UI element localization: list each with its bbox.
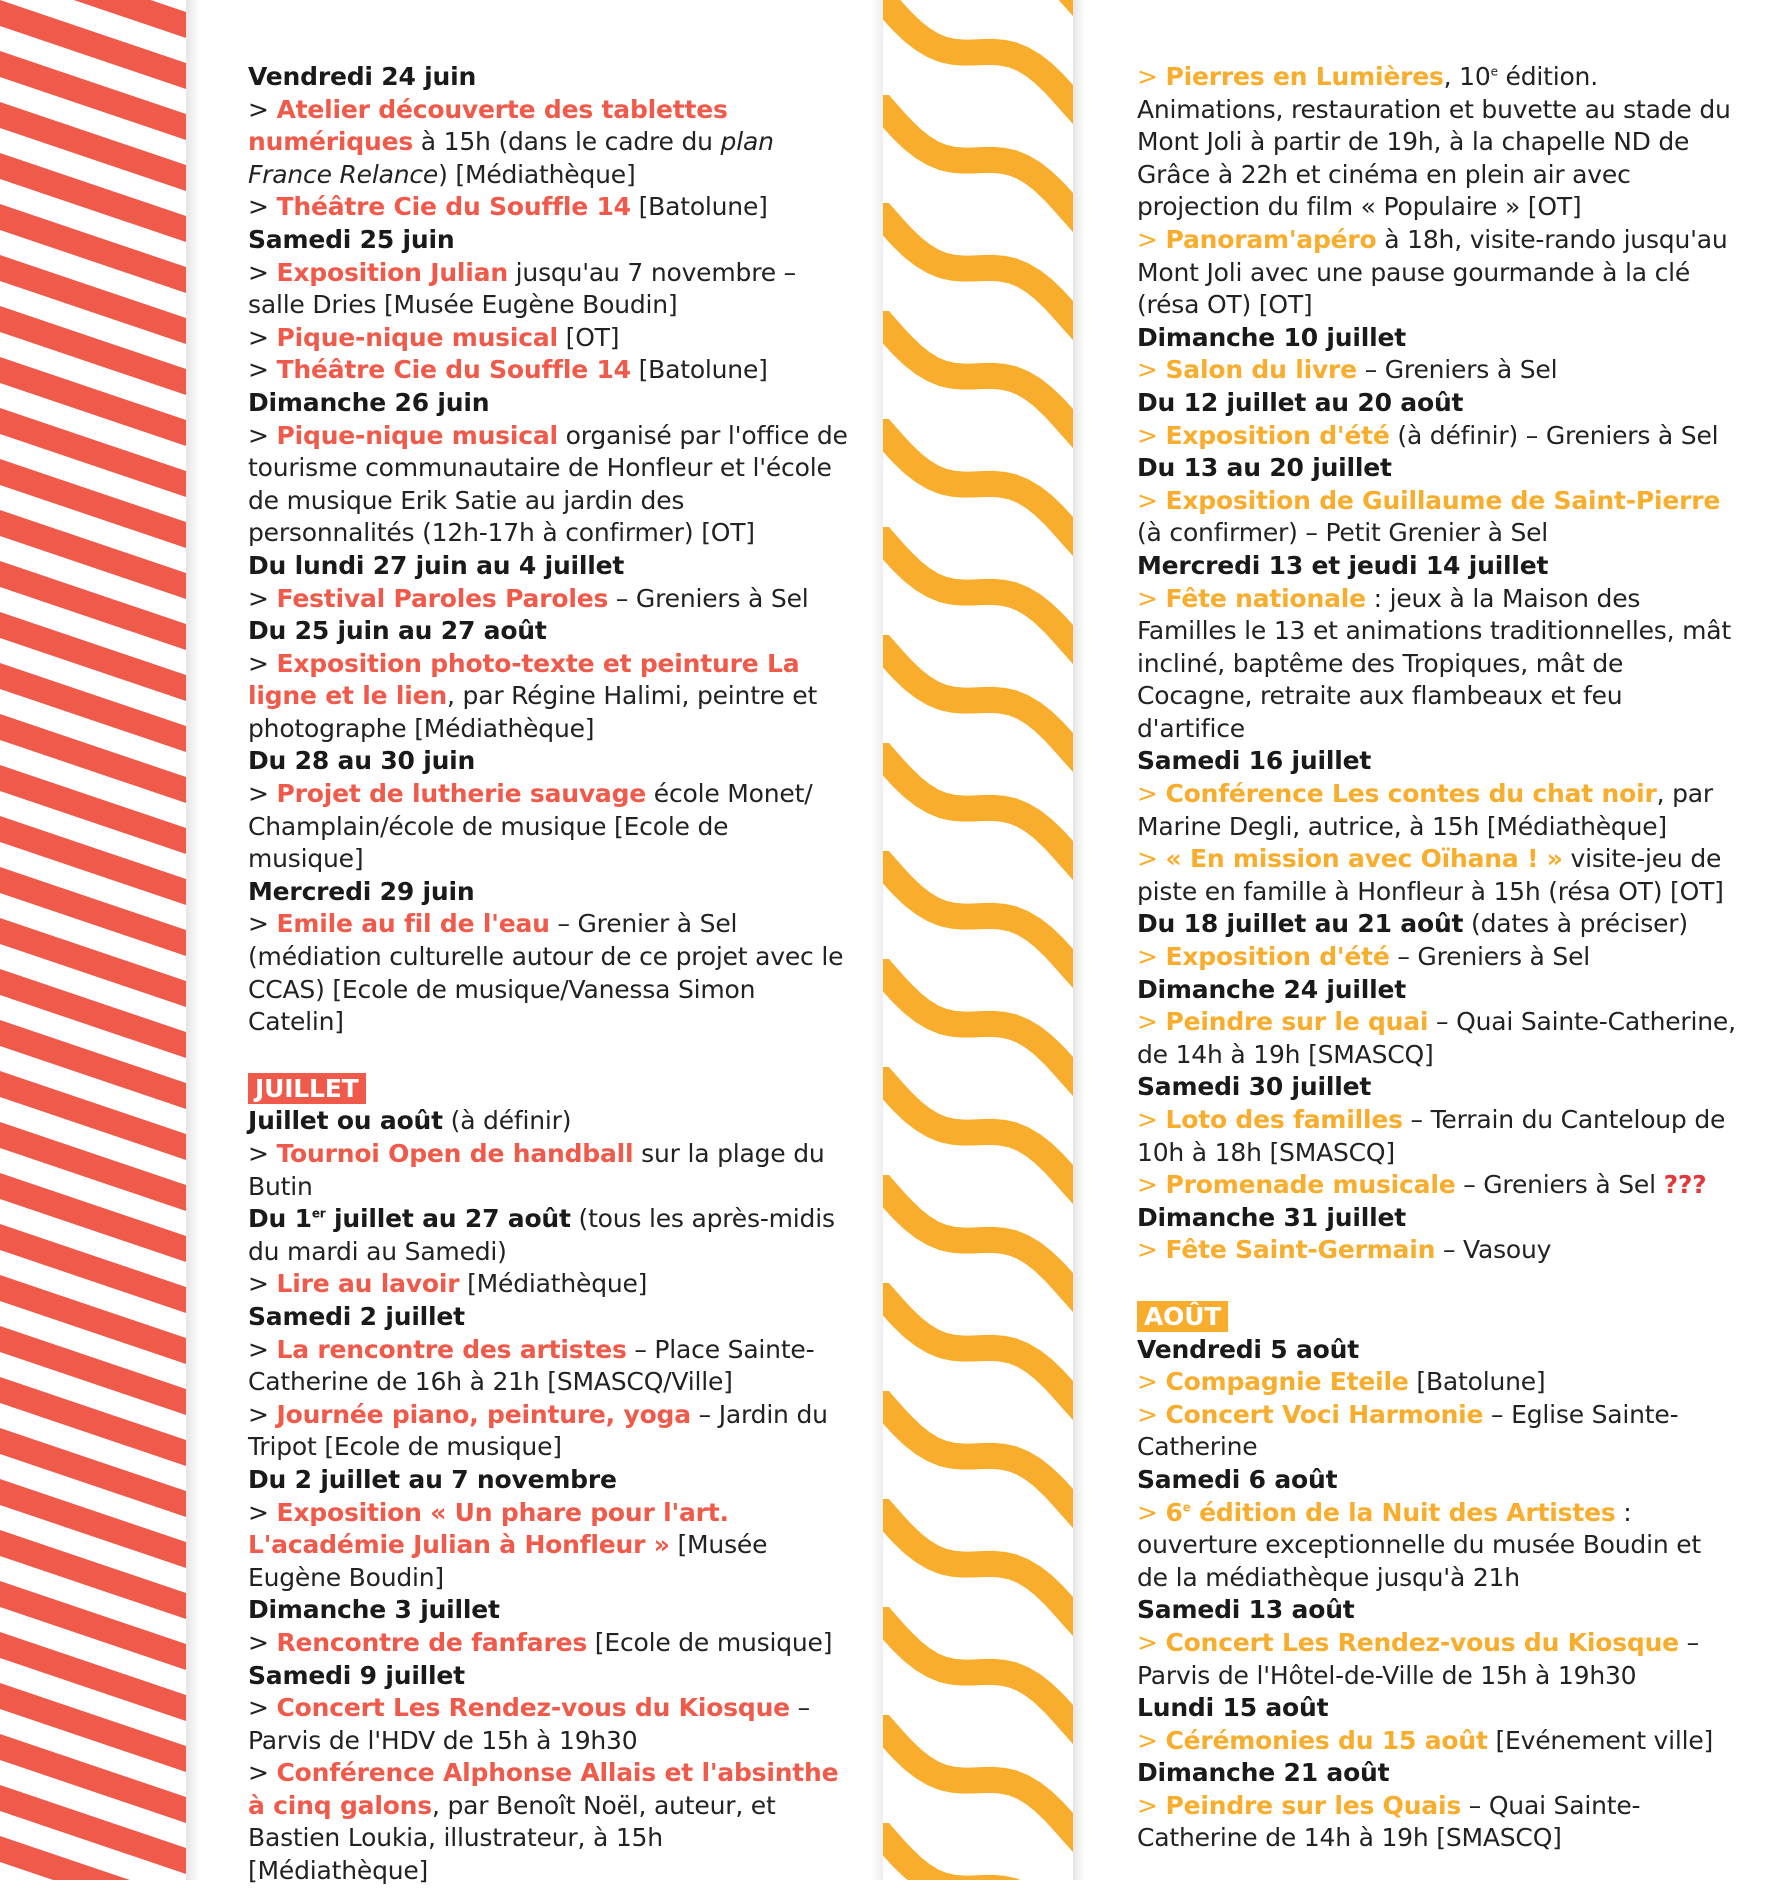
arrow-marker: > [1137, 1007, 1166, 1037]
event-title: Projet de lutherie sauvage [276, 779, 647, 809]
yellow-wave [883, 540, 1073, 656]
date-text-cont: juillet au 27 août [325, 1204, 571, 1234]
event-title: Emile au fil de l'eau [276, 909, 550, 939]
arrow-marker: > [1137, 779, 1166, 809]
event-title: Journée piano, peinture, yoga [276, 1399, 691, 1429]
date-heading [1137, 1692, 1737, 1725]
yellow-wave [883, 324, 1073, 440]
event-entry [1137, 941, 1737, 974]
arrow-marker: > [1137, 1725, 1166, 1755]
juillet-entries-right [1137, 61, 1737, 1267]
date-heading [1137, 1464, 1737, 1497]
event-details: : ouverture exceptionnelle du musée Boudin et de la médiathèque jusqu'à 21h [1137, 1497, 1701, 1592]
arrow-marker: > [1137, 1790, 1166, 1820]
date-text: Dimanche 10 juillet [1137, 322, 1406, 352]
event-entry [1137, 224, 1737, 322]
event-entry [1137, 843, 1737, 908]
arrow-marker: > [248, 192, 277, 222]
date-text: Juillet ou août [248, 1106, 443, 1136]
date-text: Dimanche 26 juin [248, 387, 490, 417]
arrow-marker: > [1137, 355, 1166, 385]
date-heading [248, 61, 848, 94]
date-text: Vendredi 5 août [1137, 1334, 1359, 1364]
event-title: Concert Les Rendez-vous du Kiosque [276, 1693, 790, 1723]
date-text: Dimanche 21 août [1137, 1758, 1390, 1788]
event-details: – Eglise Sainte-Catherine [1137, 1399, 1679, 1462]
date-text: Du lundi 27 juin au 4 juillet [248, 550, 625, 580]
date-text: Du 12 juillet au 20 août [1137, 387, 1464, 417]
arrow-marker: > [1137, 1367, 1166, 1397]
event-title: Concert Voci Harmonie [1165, 1399, 1484, 1429]
date-heading [248, 550, 848, 583]
yellow-wave [883, 432, 1073, 548]
arrow-marker: > [1137, 1170, 1166, 1200]
event-entry [248, 1334, 848, 1399]
event-entry [248, 1138, 848, 1203]
date-text: Samedi 6 août [1137, 1464, 1338, 1494]
event-details: à 15h (dans le cadre du [413, 127, 721, 157]
arrow-marker: > [248, 1269, 277, 1299]
date-heading [1137, 322, 1737, 355]
event-title: 6e édition de la Nuit des Artistes [1165, 1497, 1616, 1527]
event-details: – Greniers à Sel [1389, 942, 1591, 972]
event-entry [248, 1268, 848, 1301]
event-entry [1137, 583, 1737, 746]
date-note: (dates à préciser) [1463, 909, 1688, 939]
date-heading [248, 1464, 848, 1497]
date-heading [248, 224, 848, 257]
date-heading [1137, 745, 1737, 778]
event-entry [1137, 1366, 1737, 1399]
date-heading [1137, 1757, 1737, 1790]
event-title: Rencontre de fanfares [276, 1627, 588, 1657]
date-text: Mercredi 29 juin [248, 876, 475, 906]
month-label-aout: AOÛT [1137, 1301, 1228, 1332]
right-column-agenda [1137, 61, 1737, 1855]
event-title: Exposition « Un phare pour l'art. L'académie Julian à Honfleur » [248, 1497, 729, 1560]
arrow-marker: > [1137, 1399, 1166, 1429]
date-heading [1137, 550, 1737, 583]
event-details: , par Marine Degli, autrice, à 15h [Médiathèque] [1137, 779, 1713, 841]
month-header-aout [1137, 1267, 1737, 1334]
event-title: Tournoi Open de handball [276, 1139, 634, 1168]
date-text: Dimanche 31 juillet [1137, 1202, 1406, 1232]
yellow-wave [883, 1080, 1073, 1196]
arrow-marker: > [248, 909, 277, 939]
date-text: Lundi 15 août [1137, 1693, 1329, 1723]
date-heading [1137, 452, 1737, 485]
date-text: Du 28 au 30 juin [248, 746, 476, 776]
event-entry [248, 1497, 848, 1595]
event-entry [1137, 354, 1737, 387]
aout-entries [1137, 1334, 1737, 1856]
date-note: (tous les après-midis du mardi au Samedi) [248, 1204, 835, 1266]
yellow-wave [883, 972, 1073, 1088]
yellow-wave [883, 1728, 1073, 1844]
event-details: [Evénement ville] [1487, 1725, 1714, 1755]
event-entry [248, 648, 848, 746]
event-details-cont: édition. Animations, restauration et buvette au stade du Mont Joli à partir de 19h, à la chapelle ND de Grâce à 22h et cinéma en plein air avec projection du film « Populaire » [OT] [1137, 62, 1731, 222]
date-heading [248, 1203, 848, 1268]
event-entry [1137, 1399, 1737, 1464]
date-heading [248, 1660, 848, 1693]
event-title: Exposition Julian [276, 257, 508, 287]
yellow-wave [883, 0, 1073, 116]
event-details: – Quai Sainte-Catherine de 14h à 19h [SMASCQ] [1137, 1790, 1641, 1853]
event-details: sur la plage du Butin [248, 1139, 825, 1201]
event-title: « En mission avec Oïhana ! » [1165, 844, 1563, 874]
date-heading [1137, 974, 1737, 1007]
event-title-cont: édition de la Nuit des Artistes [1190, 1497, 1616, 1527]
event-details: à 18h, visite-rando jusqu'au Mont Joli avec une pause gourmande à la clé (résa OT) [OT] [1137, 224, 1728, 320]
yellow-wave [883, 108, 1073, 224]
date-heading [248, 1301, 848, 1334]
arrow-marker: > [248, 1334, 277, 1364]
event-entry [248, 1399, 848, 1464]
waves-shadow-left [871, 0, 883, 1880]
event-details-cont: ) [Médiathèque] [438, 159, 636, 189]
date-heading [248, 1105, 848, 1138]
event-details: – Vasouy [1435, 1235, 1552, 1265]
waves-shadow-right [1073, 0, 1085, 1880]
event-entry [248, 1627, 848, 1660]
yellow-wave [883, 0, 1073, 8]
event-entry [248, 191, 848, 224]
arrow-marker: > [248, 648, 277, 678]
event-entry [1137, 1627, 1737, 1692]
event-entry [1137, 420, 1737, 453]
event-title: Salon du livre [1165, 355, 1357, 385]
date-heading [1137, 1071, 1737, 1104]
event-title: Pique-nique musical [276, 420, 558, 450]
event-details: [Batolune] [1408, 1367, 1546, 1397]
event-title: Atelier découverte des tablettes numériques [248, 94, 728, 157]
arrow-marker: > [248, 1139, 277, 1168]
date-text: Dimanche 3 juillet [248, 1595, 500, 1625]
arrow-marker: > [1137, 420, 1166, 450]
event-entry [248, 583, 848, 616]
arrow-marker: > [248, 779, 277, 809]
arrow-marker: > [1137, 1105, 1166, 1134]
arrow-marker: > [1137, 942, 1166, 972]
yellow-wave [883, 1188, 1073, 1304]
date-text: Du 25 juin au 27 août [248, 616, 547, 646]
arrow-marker: > [248, 94, 277, 124]
event-entry [248, 257, 848, 322]
event-title: Cérémonies du 15 août [1165, 1725, 1488, 1755]
event-details: [Batolune] [630, 192, 768, 222]
arrow-marker: > [248, 583, 277, 613]
event-details: – Grenier à Sel (médiation culturelle autour de ce projet avec le CCAS) [Ecole de musique/Vanessa Simon Catelin] [248, 909, 844, 1037]
event-details: école Monet/ Champlain/école de musique [Ecole de musique] [248, 779, 813, 874]
date-heading [248, 615, 848, 648]
arrow-marker: > [1137, 1627, 1166, 1657]
event-title: Promenade musicale [1165, 1170, 1456, 1200]
event-details: – Jardin du Tripot [Ecole de musique] [248, 1399, 828, 1462]
arrow-marker: > [248, 257, 277, 287]
date-text: Du 13 au 20 juillet [1137, 453, 1392, 483]
event-title: Exposition d'été [1165, 942, 1390, 972]
event-title: Concert Les Rendez-vous du Kiosque [1165, 1627, 1679, 1657]
date-heading [1137, 1202, 1737, 1235]
event-title: La rencontre des artistes [276, 1334, 627, 1364]
title-superscript: e [1182, 1500, 1191, 1515]
event-entry [1137, 1104, 1737, 1169]
yellow-wave [883, 756, 1073, 872]
date-heading [248, 387, 848, 420]
event-title: Festival Paroles Paroles [276, 583, 609, 613]
event-title: Exposition de Guillaume de Saint-Pierre [1165, 485, 1721, 515]
date-text: Du 18 juillet au 21 août [1137, 909, 1464, 939]
yellow-wave [883, 1404, 1073, 1520]
event-details: [Batolune] [630, 355, 768, 385]
date-text: Vendredi 24 juin [248, 62, 477, 91]
event-entry [1137, 61, 1737, 224]
event-title: Conférence Alphonse Allais et l'absinthe à cinq galons [248, 1758, 839, 1820]
event-entry [248, 1692, 848, 1757]
event-title: Fête Saint-Germain [1165, 1235, 1436, 1265]
event-title: Panoram'apéro [1165, 224, 1377, 254]
date-heading [248, 745, 848, 778]
event-title: Pique-nique musical [276, 322, 558, 352]
yellow-wave [883, 1512, 1073, 1628]
event-details: (à confirmer) – Petit Grenier à Sel [1137, 518, 1549, 548]
month-header-juillet [248, 1039, 848, 1106]
date-heading [248, 876, 848, 909]
event-title: Théâtre Cie du Souffle 14 [276, 192, 631, 222]
event-details: , par Benoît Noël, auteur, et Bastien Loukia, illustrateur, à 15h [Médiathèque] [248, 1790, 776, 1886]
date-text: Samedi 9 juillet [248, 1660, 465, 1690]
event-details: : jeux à la Maison des Familles le 13 et animations traditionnelles, mât incliné, baptême des Tropiques, mât de Cocagne, retraite aux flambeaux et feu d'artifice [1137, 583, 1731, 743]
date-text: Samedi 16 juillet [1137, 746, 1372, 776]
date-text: Du 1er juillet au 27 août [248, 1204, 571, 1234]
event-details: , 10 [1443, 62, 1491, 91]
uncertain-marker: ??? [1663, 1170, 1707, 1200]
juillet-entries-left [248, 1105, 848, 1887]
yellow-wave [883, 864, 1073, 980]
date-heading [1137, 387, 1737, 420]
date-text: Mercredi 13 et jeudi 14 juillet [1137, 550, 1549, 580]
event-details: (à définir) – Greniers à Sel [1389, 420, 1719, 450]
event-title: Exposition d'été [1165, 420, 1390, 450]
yellow-wave [883, 1620, 1073, 1736]
event-details: – Parvis de l'Hôtel-de-Ville de 15h à 19h30 [1137, 1627, 1699, 1690]
event-details: [Ecole de musique] [587, 1627, 833, 1657]
event-title: Exposition photo-texte et peinture La ligne et le lien [248, 648, 800, 711]
event-entry [248, 354, 848, 387]
arrow-marker: > [248, 322, 277, 352]
date-text: Dimanche 24 juillet [1137, 974, 1406, 1004]
arrow-marker: > [1137, 224, 1166, 254]
event-title: Conférence Les contes du chat noir [1165, 779, 1657, 809]
event-details: – Quai Sainte-Catherine, de 14h à 19h [SMASCQ] [1137, 1007, 1736, 1069]
date-heading [1137, 1334, 1737, 1367]
date-heading [1137, 1594, 1737, 1627]
date-heading [1137, 908, 1737, 941]
event-details: – Greniers à Sel [608, 583, 809, 613]
event-details: jusqu'au 7 novembre – salle Dries [Musée Eugène Boudin] [248, 257, 796, 320]
event-entry [1137, 485, 1737, 550]
event-entry [1137, 1725, 1737, 1758]
event-details: visite-jeu de piste en famille à Honfleur à 15h (résa OT) [OT] [1137, 844, 1724, 906]
event-entry [1137, 1006, 1737, 1071]
event-details: [Musée Eugène Boudin] [248, 1530, 768, 1592]
date-text: Samedi 13 août [1137, 1595, 1355, 1625]
event-entry [1137, 1497, 1737, 1595]
month-label-juillet: JUILLET [248, 1073, 366, 1104]
juin-entries [248, 61, 848, 1039]
arrow-marker: > [248, 355, 277, 385]
arrow-marker: > [1137, 844, 1166, 874]
date-text: Samedi 2 juillet [248, 1301, 465, 1331]
event-entry [1137, 778, 1737, 843]
left-column-agenda [248, 61, 848, 1888]
event-details: – Place Sainte-Catherine de 16h à 21h [SMASCQ/Ville] [248, 1334, 815, 1397]
arrow-marker: > [1137, 1235, 1166, 1265]
event-entry [248, 908, 848, 1038]
event-title: Théâtre Cie du Souffle 14 [276, 355, 631, 385]
event-details: [OT] [557, 322, 620, 352]
red-diagonal-stripes-decoration [0, 0, 186, 1880]
yellow-wave-pattern-decoration [883, 0, 1073, 1880]
event-details-italic: plan France Relance [248, 127, 774, 189]
event-entry [248, 778, 848, 876]
event-details: – Parvis de l'HDV de 15h à 19h30 [248, 1693, 810, 1755]
yellow-wave [883, 216, 1073, 332]
event-entry [248, 322, 848, 355]
date-heading [248, 1594, 848, 1627]
arrow-marker: > [248, 420, 277, 450]
event-title: Fête nationale [1165, 583, 1366, 613]
event-title: Lire au lavoir [276, 1269, 460, 1299]
event-entry [248, 1757, 848, 1887]
arrow-marker: > [1137, 485, 1166, 515]
event-entry [1137, 1169, 1737, 1202]
yellow-wave [883, 648, 1073, 764]
arrow-marker: > [248, 1497, 277, 1527]
event-title: Pierres en Lumières [1165, 62, 1444, 91]
stripes-shadow [186, 0, 200, 1880]
date-superscript: er [311, 1206, 326, 1221]
event-details: , par Régine Halimi, peintre et photographe [Médiathèque] [248, 681, 818, 743]
event-title: Compagnie Eteile [1165, 1367, 1409, 1397]
details-superscript: e [1490, 64, 1498, 79]
arrow-marker: > [248, 1399, 277, 1429]
event-details: – Greniers à Sel [1356, 355, 1558, 385]
arrow-marker: > [1137, 583, 1166, 613]
event-title: Loto des familles [1165, 1105, 1403, 1134]
arrow-marker: > [248, 1627, 277, 1657]
yellow-wave [883, 1836, 1073, 1880]
date-note: (à définir) [442, 1106, 572, 1136]
date-text: Samedi 30 juillet [1137, 1072, 1372, 1102]
arrow-marker: > [248, 1693, 277, 1723]
arrow-marker: > [1137, 1497, 1166, 1527]
event-entry [1137, 1234, 1737, 1267]
event-details: – Terrain du Canteloup de 10h à 18h [SMASCQ] [1137, 1105, 1726, 1167]
event-details: – Greniers à Sel [1455, 1170, 1664, 1200]
date-text: Du 2 juillet au 7 novembre [248, 1464, 617, 1494]
yellow-wave [883, 1296, 1073, 1412]
event-details: organisé par l'office de tourisme communautaire de Honfleur et l'école de musique Erik Satie au jardin des personnalités (12h-17h à confirmer) [OT] [248, 420, 848, 548]
event-entry [248, 94, 848, 192]
event-entry [1137, 1790, 1737, 1855]
event-entry [248, 420, 848, 550]
arrow-marker: > [1137, 62, 1166, 91]
event-title: Peindre sur les Quais [1165, 1790, 1462, 1820]
event-details: [Médiathèque] [459, 1269, 648, 1299]
event-title: Peindre sur le quai [1165, 1007, 1429, 1037]
arrow-marker: > [248, 1758, 277, 1788]
date-text: Samedi 25 juin [248, 224, 455, 254]
